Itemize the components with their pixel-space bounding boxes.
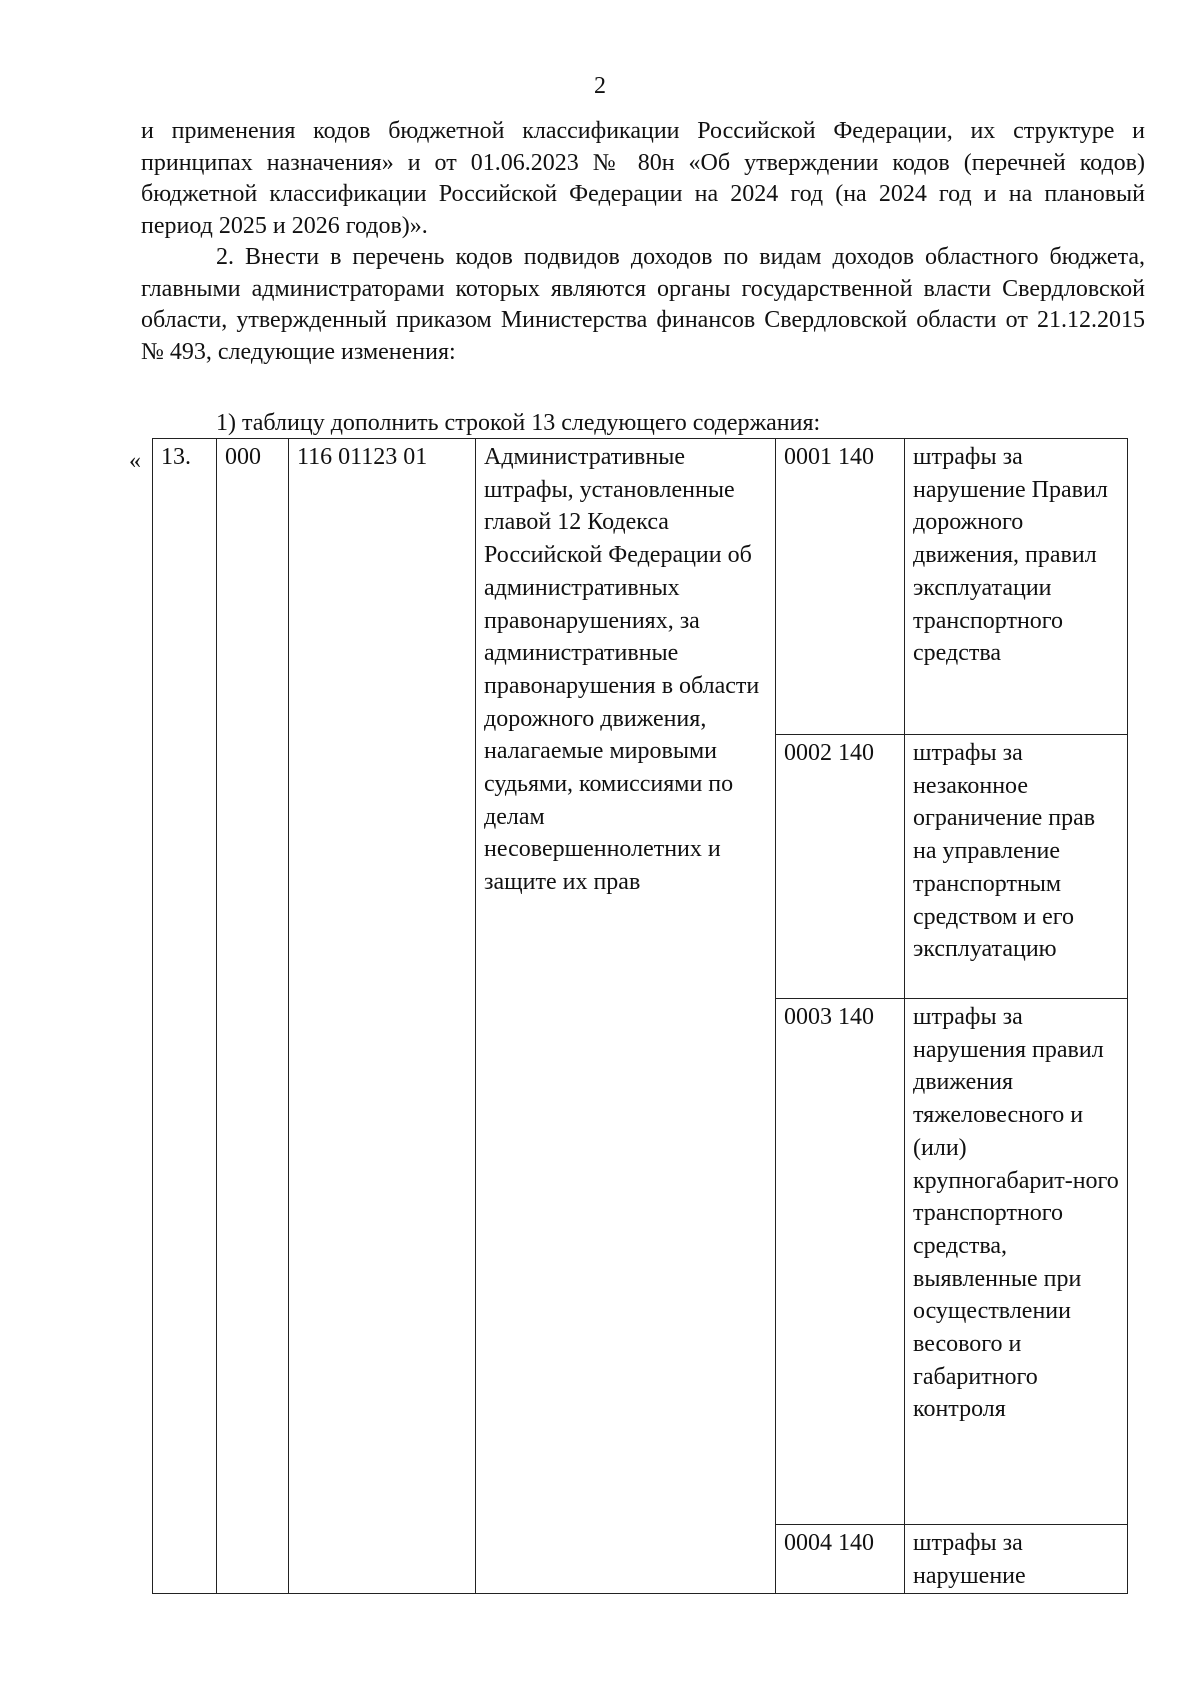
income-codes-table: [152, 438, 1128, 1594]
paragraph-1: и применения кодов бюджетной классификации Российской Федерации, их структуре и принципах назначения» и от 01.06.2023 № 80н «Об утверждении кодов (перечней кодов) бюджетной классификации Российской Федерации на 2024 год (на 2024 год и на плановый период 2025 и 2026 годов)».: [141, 118, 1145, 239]
table-row: [153, 439, 1128, 735]
body-text: [141, 116, 1145, 368]
page-number: 2: [594, 73, 606, 99]
subtype-code-cell: 0003 140: [776, 999, 905, 1525]
paragraph-2: 2. Внести в перечень кодов подвидов доходов по видам доходов областного бюджета, главными администраторами которых являются органы государственной власти Свердловской области, утвержденный приказом Министерства финансов Свердловской области от 21.12.2015 № 493, следующие изменения:: [141, 244, 1145, 365]
admin-code-cell: 000: [217, 439, 289, 1594]
subtype-name-cell: штрафы за нарушения правил движения тяжеловесного и (или) крупногабарит-ного транспортного средства, выявленные при осуществлении весового и габаритного контроля: [905, 999, 1128, 1525]
subtype-code-cell: 0002 140: [776, 735, 905, 999]
income-code-cell: 116 01123 01: [289, 439, 476, 1594]
subtype-code-cell: 0004 140: [776, 1525, 905, 1594]
subitem-1: 1) таблицу дополнить строкой 13 следующего содержания:: [216, 410, 821, 436]
subtype-name-cell: штрафы за незаконное ограничение прав на управление транспортным средством и его эксплуатацию: [905, 735, 1128, 999]
subtype-name-cell: штрафы за нарушение: [905, 1525, 1128, 1594]
subtype-code-cell: 0001 140: [776, 439, 905, 735]
income-name-cell: Административные штрафы, установленные главой 12 Кодекса Российской Федерации об административных правонарушениях, за административные правонарушения в области дорожного движения, налагаемые мировыми судьями, комиссиями по делам несовершеннолетних и защите их прав: [476, 439, 776, 1594]
subtype-name-cell: штрафы за нарушение Правил дорожного движения, правил эксплуатации транспортного средства: [905, 439, 1128, 735]
row-number-cell: 13.: [153, 439, 217, 1594]
opening-quote: «: [129, 448, 141, 474]
